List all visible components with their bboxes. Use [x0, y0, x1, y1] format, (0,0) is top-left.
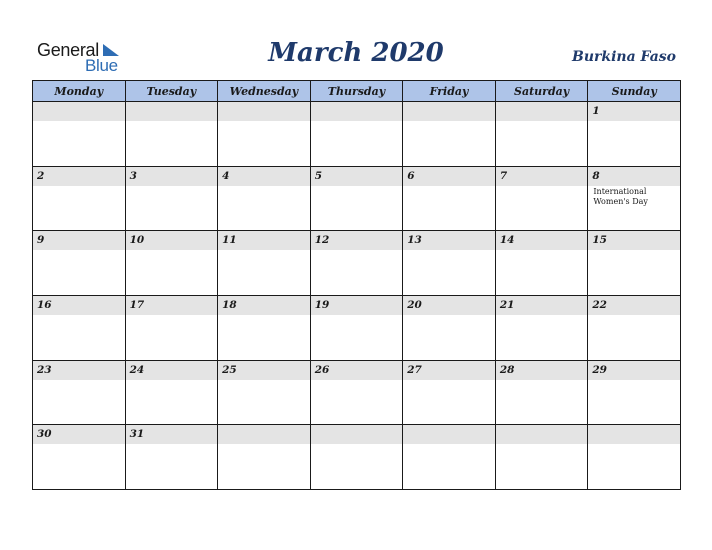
- weekday-header: Saturday: [495, 81, 588, 102]
- day-cell: [218, 425, 311, 490]
- day-number: 15: [588, 231, 680, 250]
- day-number: [218, 102, 310, 121]
- day-cell: [33, 231, 126, 296]
- day-number: 29: [588, 361, 680, 380]
- weekday-header: Thursday: [310, 81, 403, 102]
- day-number: 11: [218, 231, 310, 250]
- day-number: 19: [311, 296, 403, 315]
- day-number: 23: [33, 361, 125, 380]
- day-number: [403, 425, 495, 444]
- day-number: [33, 102, 125, 121]
- day-cell: [125, 425, 218, 490]
- day-cell: [403, 102, 496, 167]
- country-name: Burkina Faso: [572, 49, 676, 65]
- week-row: [33, 102, 681, 167]
- week-row: [33, 425, 681, 490]
- week-row: [33, 296, 681, 361]
- day-number: 2: [33, 167, 125, 186]
- day-cell: [218, 360, 311, 425]
- generalblue-logo: [37, 40, 127, 76]
- day-number: 3: [126, 167, 218, 186]
- day-cell: [33, 166, 126, 231]
- day-number: 13: [403, 231, 495, 250]
- day-cell: [310, 102, 403, 167]
- day-number: 7: [496, 167, 588, 186]
- day-cell: [218, 231, 311, 296]
- day-number: 6: [403, 167, 495, 186]
- day-number: 25: [218, 361, 310, 380]
- day-cell: [403, 360, 496, 425]
- weekday-header: Sunday: [588, 81, 681, 102]
- day-number: 14: [496, 231, 588, 250]
- day-cell: [403, 231, 496, 296]
- day-cell: [588, 231, 681, 296]
- day-number: 30: [33, 425, 125, 444]
- day-cell: [33, 102, 126, 167]
- day-number: [588, 425, 680, 444]
- day-number: 1: [588, 102, 680, 121]
- day-cell: [125, 166, 218, 231]
- week-row: [33, 166, 681, 231]
- week-row: [33, 231, 681, 296]
- day-cell: [495, 425, 588, 490]
- day-cell: [588, 360, 681, 425]
- day-cell: [588, 425, 681, 490]
- day-number: [311, 425, 403, 444]
- day-cell: [495, 231, 588, 296]
- day-cell: [495, 296, 588, 361]
- day-cell: [33, 360, 126, 425]
- day-number: 31: [126, 425, 218, 444]
- weekday-header: Tuesday: [125, 81, 218, 102]
- day-cell: [588, 296, 681, 361]
- day-cell: [310, 166, 403, 231]
- weekday-header: Wednesday: [218, 81, 311, 102]
- day-cell: [33, 425, 126, 490]
- weekday-header: Monday: [33, 81, 126, 102]
- day-number: 8: [588, 167, 680, 186]
- day-number: 17: [126, 296, 218, 315]
- day-cell: [218, 296, 311, 361]
- logo-word-general: General: [37, 40, 99, 60]
- day-number: [311, 102, 403, 121]
- day-number: 20: [403, 296, 495, 315]
- day-cell: [403, 166, 496, 231]
- day-cell: [495, 166, 588, 231]
- day-cell: [310, 360, 403, 425]
- day-number: 9: [33, 231, 125, 250]
- day-number: 21: [496, 296, 588, 315]
- day-cell: [310, 296, 403, 361]
- day-cell: [588, 166, 681, 231]
- logo-word-blue: Blue: [85, 56, 118, 75]
- day-cell: [125, 360, 218, 425]
- day-number: [403, 102, 495, 121]
- day-number: 26: [311, 361, 403, 380]
- day-number: 24: [126, 361, 218, 380]
- holiday-label: International Women's Day: [593, 186, 648, 206]
- day-number: [496, 425, 588, 444]
- day-number: 27: [403, 361, 495, 380]
- day-number: 12: [311, 231, 403, 250]
- weekday-header: Friday: [403, 81, 496, 102]
- day-cell: [310, 425, 403, 490]
- day-number: 22: [588, 296, 680, 315]
- day-cell: [495, 360, 588, 425]
- day-number: 18: [218, 296, 310, 315]
- day-number: [218, 425, 310, 444]
- day-number: 5: [311, 167, 403, 186]
- calendar-title: March 2020: [268, 38, 444, 68]
- day-cell: [403, 425, 496, 490]
- day-number: [496, 102, 588, 121]
- day-number: 16: [33, 296, 125, 315]
- day-cell: [310, 231, 403, 296]
- calendar-grid: [32, 80, 681, 490]
- weekday-header-row: [33, 81, 681, 102]
- week-row: [33, 360, 681, 425]
- day-cell: [403, 296, 496, 361]
- day-cell: [33, 296, 126, 361]
- day-cell: [495, 102, 588, 167]
- day-cell: [125, 296, 218, 361]
- day-cell: [218, 166, 311, 231]
- day-number: 28: [496, 361, 588, 380]
- day-number: 10: [126, 231, 218, 250]
- day-cell: [588, 102, 681, 167]
- day-cell: [125, 102, 218, 167]
- day-number: 4: [218, 167, 310, 186]
- day-cell: [218, 102, 311, 167]
- day-cell: [125, 231, 218, 296]
- day-number: [126, 102, 218, 121]
